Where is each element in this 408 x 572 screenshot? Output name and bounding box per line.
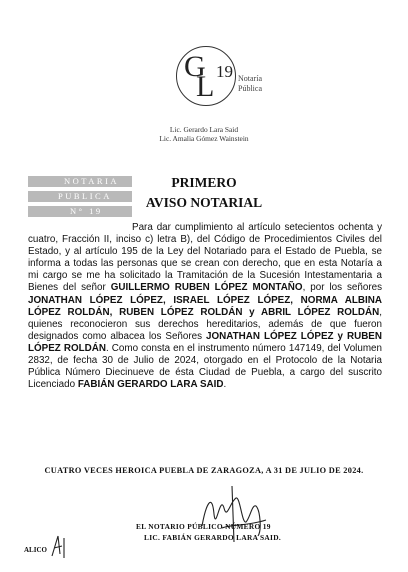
licenciado-1: Lic. Gerardo Lara Said	[169, 125, 239, 134]
body-intro: Para dar cumplimiento al artículo setecientos ochenta y cuatro, Fracción II, inciso c) letra B), del Código de Procedimientos Civiles del Estado, y al artículo 195 de la Ley del Notariado para el Estado de Puebla, se informa a todas las personas que se crean con derecho, que en esta Notaría a mi cargo se me ha solicitado la Tramitación de la Sucesión Intestamentaria a Bienes del señor	[28, 222, 382, 294]
logo-letter-l: L	[196, 70, 215, 103]
executors-names: JONATHAN LÓPEZ LÓPEZ y RUBEN LÓPEZ ROLDÁN	[28, 330, 382, 354]
page-title: PRIMERO	[171, 175, 237, 190]
logo-number: 19	[216, 62, 233, 81]
stamp-band-2: PUBLICA	[28, 191, 132, 202]
licenciado-2: Lic. Amalia Gómez Wainstein	[159, 134, 249, 143]
notary-name: FABIÁN GERARDO LARA SAID	[77, 379, 224, 391]
place-date: CUATRO VECES HEROICA PUEBLA DE ZARAGOZA, A 31 DE JULIO DE 2024.	[44, 466, 364, 475]
stamp-band-3: N° 19	[28, 206, 132, 217]
signature-title: EL NOTARIO PÚBLICO NÚMERO 19	[136, 522, 271, 531]
logo-subtitle-1: Notaría	[238, 74, 262, 83]
logo-letter-g: G	[184, 50, 206, 83]
body-connector-1: , por los señores	[302, 282, 382, 294]
page-subtitle: AVISO NOTARIAL	[145, 195, 263, 210]
body-connector-2: , quienes reconocieron sus derechos hereditarios, además de que fueron designados como albacea los Señores	[28, 306, 382, 342]
author-initials: ALICO	[24, 546, 47, 554]
heirs-names: JONATHAN LÓPEZ LÓPEZ, ISRAEL LÓPEZ LÓPEZ, NORMA ALBINA LÓPEZ ROLDÁN, RUBEN LÓPEZ ROLDÁN y ABRIL LÓPEZ ROLDÁN	[28, 294, 382, 318]
body-end: .	[223, 379, 227, 391]
body-instrument: . Como consta en el instrumento número 147149, del Volumen 2832, de fecha 30 de Julio de 2024, otorgado en el Protocolo de la Notaria Pública Número Diecinueve de ésta Ciudad de Puebla, a cargo del suscrito Licenciado	[28, 342, 382, 391]
notary-logo	[0, 46, 408, 116]
initial-mark-icon	[48, 532, 72, 560]
deceased-name: GUILLERMO RUBEN LÓPEZ MONTAÑO	[110, 282, 303, 294]
signature-name: LIC. FABIÁN GERARDO LARA SAID.	[144, 533, 281, 542]
logo-subtitle-2: Pública	[238, 84, 262, 93]
stamp-band-1: NOTARIA	[28, 176, 132, 187]
notice-body	[28, 222, 382, 391]
